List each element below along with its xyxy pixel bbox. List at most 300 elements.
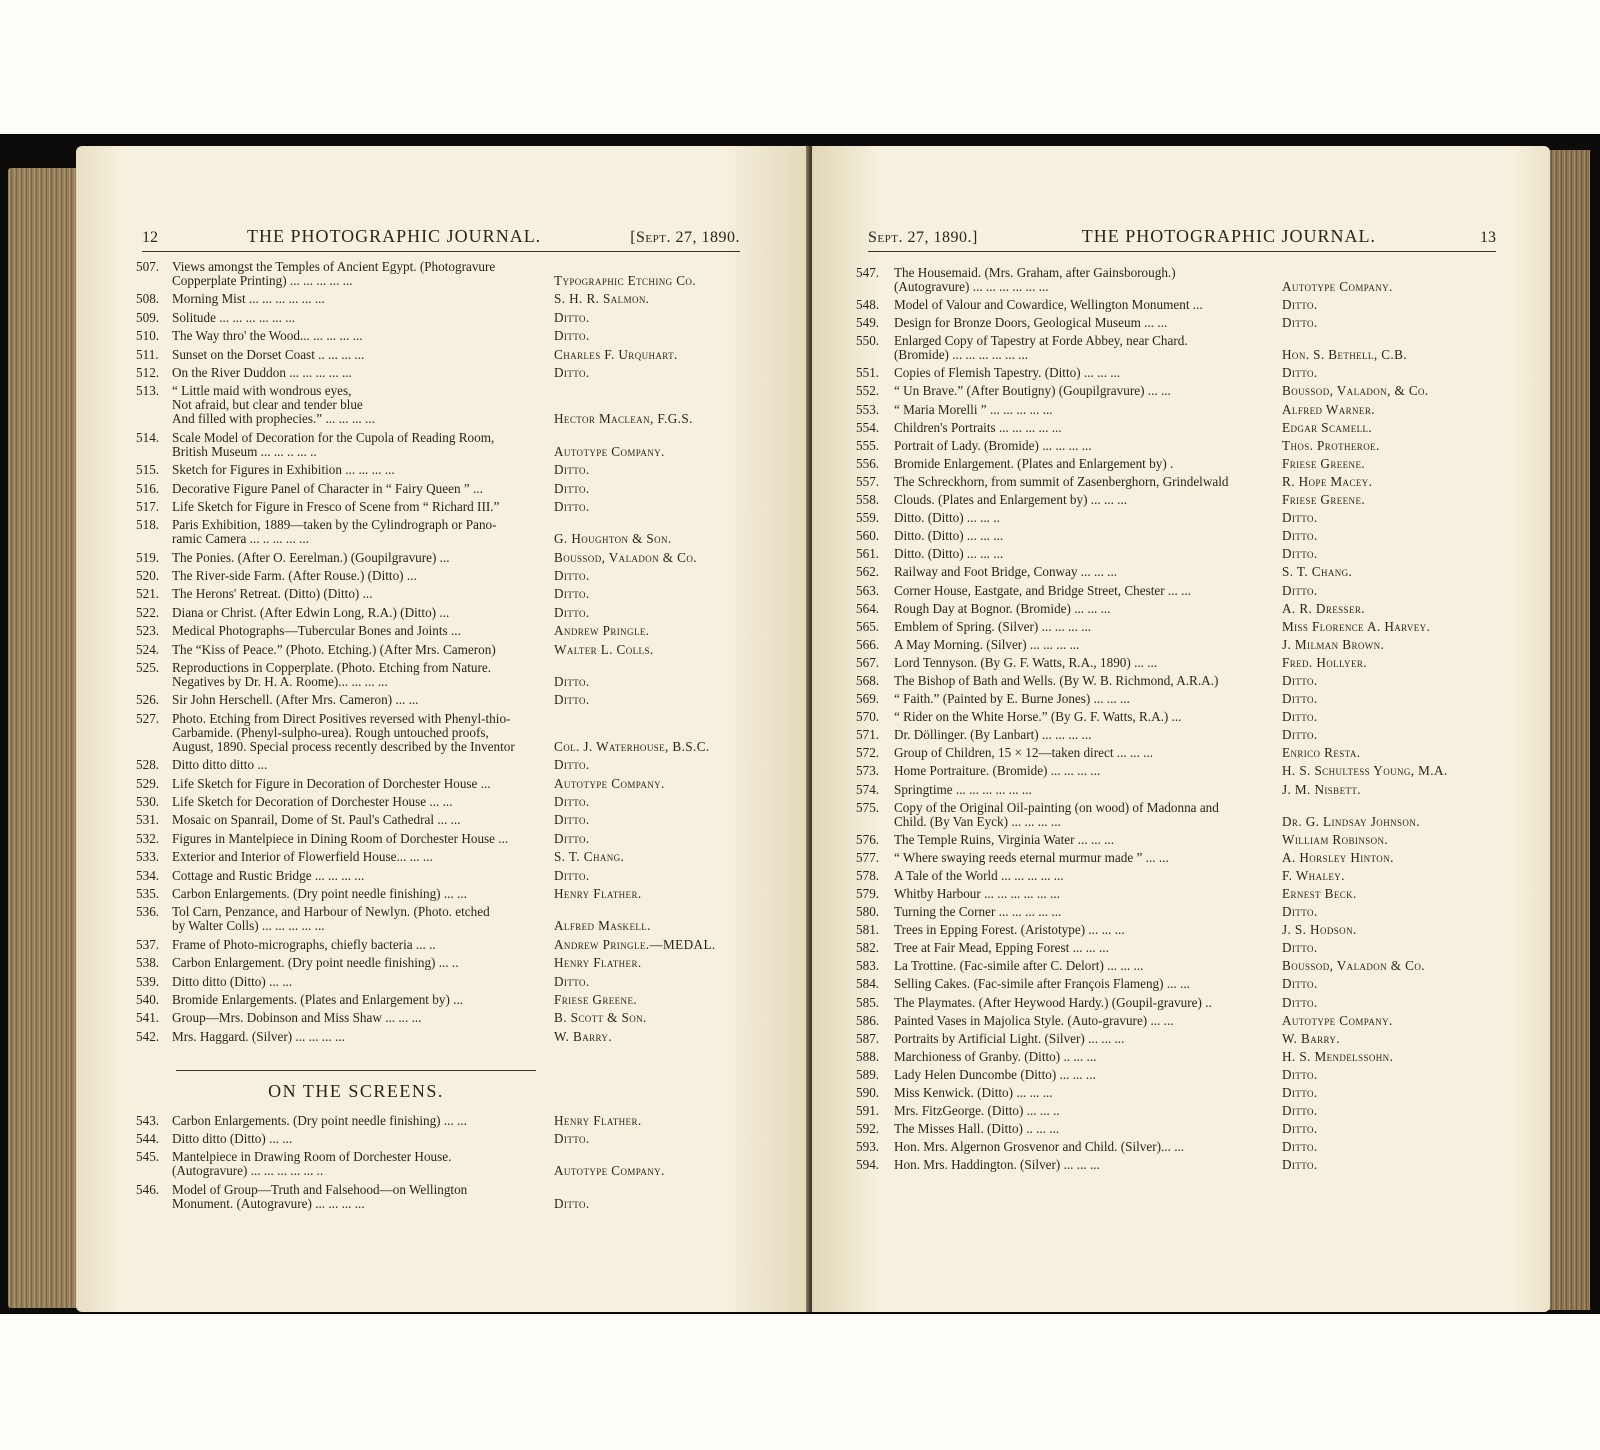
entry-exhibitor: H. S. Schultess Young, M.A. — [1282, 763, 1448, 779]
entry-exhibitor: A. Horsley Hinton. — [1282, 849, 1394, 865]
entry-number: 582. — [856, 940, 880, 956]
entry-title: Ditto. (Ditto) ... ... ... — [894, 528, 1004, 544]
entry-title: Dr. Döllinger. (By Lanbart) ... ... ... ... — [894, 727, 1092, 743]
entry-number: 565. — [856, 618, 880, 634]
exhibit-entry — [136, 993, 746, 1007]
entry-exhibitor: Autotype Company. — [1282, 1012, 1393, 1028]
entry-title: Exterior and Interior of Flowerfield House... ... ... — [172, 849, 433, 865]
entry-exhibitor: Ditto. — [554, 692, 590, 708]
entry-number: 558. — [856, 492, 880, 508]
exhibit-entry — [136, 311, 746, 325]
exhibit-entry — [856, 638, 1516, 652]
exhibit-entry — [856, 674, 1516, 688]
exhibit-entry — [856, 1158, 1516, 1172]
entry-title: Emblem of Spring. (Silver) ... ... ... ... — [894, 618, 1092, 634]
exhibit-entry — [856, 475, 1516, 489]
entry-exhibitor: B. Scott & Son. — [554, 1010, 647, 1026]
entry-title: Scale Model of Decoration for the Cupola of Reading Room, British Museum ... ... .. ... .. — [172, 429, 495, 459]
entry-exhibitor: Ditto. — [1282, 582, 1318, 598]
entry-title: “ Un Brave.” (After Boutigny) (Goupilgravure) ... ... — [894, 383, 1171, 399]
exhibit-entry — [856, 620, 1516, 634]
entry-number: 538. — [136, 955, 160, 971]
exhibit-entry — [856, 923, 1516, 937]
entry-exhibitor: S. T. Chang. — [554, 849, 625, 865]
entry-title: The Ponies. (After O. Eerelman.) (Goupilgravure) ... — [172, 549, 450, 565]
entry-exhibitor: Ditto. — [554, 757, 590, 773]
entry-exhibitor: G. Houghton & Son. — [554, 531, 672, 547]
entry-number: 545. — [136, 1149, 160, 1165]
exhibit-entry — [856, 565, 1516, 579]
entry-number: 522. — [136, 604, 160, 620]
entry-exhibitor: Autotype Company. — [1282, 279, 1393, 294]
entry-number: 586. — [856, 1012, 880, 1028]
issue-date: Sept. 27, 1890.] — [868, 229, 978, 246]
entry-number: 562. — [856, 564, 880, 580]
exhibit-entry — [856, 547, 1516, 561]
entry-exhibitor: Autotype Company. — [554, 775, 665, 791]
entry-title: Portrait of Lady. (Bromide) ... ... ... ... — [894, 437, 1092, 453]
exhibit-entry — [856, 1032, 1516, 1046]
exhibit-entry — [136, 938, 746, 952]
exhibit-entry — [136, 482, 746, 496]
exhibit-entry — [856, 384, 1516, 398]
entry-title: The Herons' Retreat. (Ditto) (Ditto) ... — [172, 586, 373, 602]
entry-exhibitor: Ditto. — [1282, 940, 1318, 956]
exhibit-entry — [136, 348, 746, 362]
entry-title: Decorative Figure Panel of Character in “ Fairy Queen ” ... — [172, 480, 483, 496]
entry-exhibitor: Thos. Protheroe. — [1282, 437, 1380, 453]
exhibit-entry — [136, 643, 746, 657]
page-number: 13 — [1479, 229, 1496, 246]
entry-exhibitor: Ditto. — [554, 830, 590, 846]
exhibit-entry — [136, 366, 746, 380]
exhibit-entry — [856, 764, 1516, 778]
exhibit-entry — [856, 905, 1516, 919]
entry-number: 507. — [136, 259, 160, 274]
entry-number: 508. — [136, 291, 160, 307]
entry-exhibitor: Alfred Maskell. — [554, 918, 651, 934]
entry-title: Miss Kenwick. (Ditto) ... ... ... — [894, 1085, 1053, 1101]
entry-number: 551. — [856, 365, 880, 381]
entry-exhibitor: Andrew Pringle. — [554, 623, 650, 639]
entry-exhibitor: Ditto. — [554, 793, 590, 809]
entry-exhibitor: J. Milman Brown. — [1282, 636, 1385, 652]
entry-number: 512. — [136, 364, 160, 380]
entry-exhibitor: Ditto. — [1282, 1066, 1318, 1082]
entry-number: 583. — [856, 958, 880, 974]
page-number: 12 — [142, 229, 158, 246]
left-page — [76, 146, 810, 1312]
entry-title: “ Maria Morelli ” ... ... ... ... ... — [894, 401, 1053, 417]
entry-number: 513. — [136, 383, 160, 399]
entry-number: 588. — [856, 1048, 880, 1064]
entry-title: Views amongst the Temples of Ancient Egypt. (Photogravure Copperplate Printing) ... ... ... ... ... — [172, 259, 496, 288]
entry-exhibitor: Ditto. — [1282, 315, 1318, 331]
entry-number: 532. — [136, 830, 160, 846]
entry-title: Group—Mrs. Dobinson and Miss Shaw ... ... ... — [172, 1010, 422, 1026]
entry-exhibitor: Ditto. — [1282, 510, 1318, 526]
exhibit-entry — [136, 832, 746, 846]
entry-exhibitor: W. Barry. — [1282, 1030, 1341, 1046]
section-heading: ON THE SCREENS. — [176, 1070, 536, 1102]
entry-exhibitor: Miss Florence A. Harvey. — [1282, 618, 1431, 634]
exhibit-entry — [856, 1122, 1516, 1136]
entry-title: Diana or Christ. (After Edwin Long, R.A.) (Ditto) ... — [172, 604, 450, 620]
exhibit-entry — [136, 292, 746, 306]
entry-exhibitor: J. S. Hodson. — [1282, 922, 1357, 938]
entry-exhibitor: W. Barry. — [554, 1028, 613, 1044]
entry-exhibitor: Ditto. — [554, 364, 590, 380]
exhibit-entry — [856, 334, 1516, 362]
exhibit-entry — [136, 500, 746, 514]
entry-exhibitor: Ditto. — [1282, 1121, 1318, 1137]
exhibit-entry — [856, 529, 1516, 543]
entry-title: Paris Exhibition, 1889—taken by the Cylindrograph or Pano- ramic Camera ... .. ... ... ... — [172, 517, 497, 547]
exhibit-entry — [856, 1104, 1516, 1118]
entry-exhibitor: Alfred Warner. — [1282, 401, 1375, 417]
entry-exhibitor: Ditto. — [554, 812, 590, 828]
entry-exhibitor: Boussod, Valadon & Co. — [554, 549, 697, 565]
entry-number: 593. — [856, 1139, 880, 1155]
entry-exhibitor: Ditto. — [554, 568, 590, 584]
entry-exhibitor: Ditto. — [1282, 976, 1318, 992]
entry-title: The Way thro' the Wood... ... ... ... ... — [172, 328, 363, 344]
entry-exhibitor: Ditto. — [554, 604, 590, 620]
entry-exhibitor: Ditto. — [1282, 691, 1318, 707]
entry-title: Lord Tennyson. (By G. F. Watts, R.A., 1890) ... ... — [894, 654, 1158, 670]
exhibit-entry — [136, 1030, 746, 1044]
exhibit-entry — [136, 587, 746, 601]
entry-exhibitor: Ditto. — [1282, 709, 1318, 725]
entry-exhibitor: Ditto. — [1282, 546, 1318, 562]
entry-number: 555. — [856, 437, 880, 453]
entry-exhibitor: Ditto. — [554, 309, 590, 325]
entry-title: The “Kiss of Peace.” (Photo. Etching.) (After Mrs. Cameron) — [172, 641, 496, 657]
exhibit-entry — [856, 959, 1516, 973]
entry-title: Model of Valour and Cowardice, Wellington Monument ... — [894, 297, 1203, 313]
exhibit-entry — [136, 431, 746, 459]
exhibit-entry — [856, 602, 1516, 616]
exhibit-entry — [136, 569, 746, 583]
entry-title: Tol Carn, Penzance, and Harbour of Newlyn. (Photo. etched by Walter Colls) ... ... ... ... ... — [172, 904, 490, 934]
exhibit-entry — [856, 1140, 1516, 1154]
entry-exhibitor: Ditto. — [1282, 1139, 1318, 1155]
exhibit-entry — [856, 1014, 1516, 1028]
entry-title: Rough Day at Bognor. (Bromide) ... ... ... — [894, 600, 1111, 616]
entry-title: Ditto. (Ditto) ... ... ... — [894, 546, 1004, 562]
exhibit-entry — [856, 366, 1516, 380]
exhibit-entry — [136, 606, 746, 620]
entry-exhibitor: Ditto. — [554, 462, 590, 478]
open-book — [0, 134, 1600, 1314]
exhibit-entry — [856, 887, 1516, 901]
entry-exhibitor: Henry Flather. — [554, 1112, 642, 1128]
entry-exhibitor: Ditto. — [1282, 528, 1318, 544]
entry-number: 547. — [856, 265, 880, 280]
entry-title: A Tale of the World ... ... ... ... ... — [894, 867, 1064, 883]
entry-title: Morning Mist ... ... ... ... ... ... — [172, 291, 325, 307]
entry-number: 546. — [136, 1181, 160, 1197]
entry-title: Enlarged Copy of Tapestry at Forde Abbey, near Chard. (Bromide) ... ... ... ... ... ... — [894, 333, 1188, 363]
entry-number: 552. — [856, 383, 880, 399]
exhibit-entry — [136, 956, 746, 970]
entry-title: Mrs. FitzGeorge. (Ditto) ... ... .. — [894, 1103, 1060, 1119]
entry-exhibitor: Ditto. — [554, 867, 590, 883]
entry-number: 515. — [136, 462, 160, 478]
entry-exhibitor: Boussod, Valadon & Co. — [1282, 958, 1425, 974]
right-page — [812, 146, 1550, 1312]
issue-date: [Sept. 27, 1890. — [630, 229, 740, 246]
entry-title: Bromide Enlargements. (Plates and Enlargement by) ... — [172, 991, 464, 1007]
entry-number: 554. — [856, 419, 880, 435]
entry-exhibitor: Ditto. — [1282, 365, 1318, 381]
page-edges-right — [1548, 150, 1590, 1310]
entry-number: 543. — [136, 1112, 160, 1128]
exhibit-entry — [136, 463, 746, 477]
exhibit-entry — [136, 661, 746, 689]
entry-number: 534. — [136, 867, 160, 883]
entry-exhibitor: Ditto. — [1282, 1085, 1318, 1101]
entry-exhibitor: Ditto. — [1282, 994, 1318, 1010]
entry-number: 548. — [856, 297, 880, 313]
entry-number: 553. — [856, 401, 880, 417]
entry-exhibitor: Ditto. — [1282, 904, 1318, 920]
entry-title: La Trottine. (Fac-simile after C. Delort) ... ... ... — [894, 958, 1144, 974]
entry-number: 585. — [856, 994, 880, 1010]
entry-exhibitor: Ditto. — [554, 586, 590, 602]
exhibit-entry — [136, 551, 746, 565]
entry-title: Copy of the Original Oil-painting (on wood) of Madonna and Child. (By Van Eyck) ... ... ... ... — [894, 799, 1219, 829]
entry-title: The Schreckhorn, from summit of Zasenberghorn, Grindelwald — [894, 473, 1229, 489]
entry-number: 589. — [856, 1066, 880, 1082]
exhibit-entry — [856, 439, 1516, 453]
entry-title: Life Sketch for Figure in Fresco of Scene from “ Richard III.” — [172, 498, 500, 514]
entry-exhibitor: Ernest Beck. — [1282, 886, 1357, 901]
entry-title: The Housemaid. (Mrs. Graham, after Gainsborough.) (Autogravure) ... ... ... ... ... ... — [894, 265, 1176, 294]
entry-title: A May Morning. (Silver) ... ... ... ... — [894, 636, 1080, 652]
entry-title: Frame of Photo-micrographs, chiefly bacteria ... .. — [172, 936, 436, 952]
exhibit-entry — [136, 260, 746, 288]
entry-number: 533. — [136, 849, 160, 865]
entry-exhibitor: Ditto. — [1282, 297, 1318, 313]
entry-exhibitor: J. M. Nisbett. — [1282, 781, 1361, 797]
exhibit-entry — [856, 801, 1516, 829]
exhibit-entry — [856, 996, 1516, 1010]
entry-title: Marchioness of Granby. (Ditto) .. ... ... — [894, 1048, 1097, 1064]
entry-exhibitor: Ditto. — [554, 973, 590, 989]
entry-number: 509. — [136, 309, 160, 325]
entry-number: 528. — [136, 757, 160, 773]
entry-title: Mantelpiece in Drawing Room of Dorchester House. (Autogravure) ... ... ... ... ... .. — [172, 1149, 452, 1179]
entry-number: 539. — [136, 973, 160, 989]
entry-number: 516. — [136, 480, 160, 496]
entry-number: 518. — [136, 517, 160, 533]
entry-exhibitor: H. S. Mendelssohn. — [1282, 1048, 1394, 1064]
entry-exhibitor: Ditto. — [1282, 727, 1318, 743]
exhibit-entry — [136, 887, 746, 901]
entry-exhibitor: Ditto. — [554, 674, 590, 690]
entry-title: Home Portraiture. (Bromide) ... ... ... ... — [894, 763, 1101, 779]
entry-title: The Playmates. (After Heywood Hardy.) (Goupil-gravure) .. — [894, 994, 1212, 1010]
entry-exhibitor: A. R. Dresser. — [1282, 600, 1365, 616]
entry-title: Corner House, Eastgate, and Bridge Street, Chester ... ... — [894, 582, 1192, 598]
entry-title: Group of Children, 15 × 12—taken direct ... ... ... — [894, 745, 1154, 761]
entry-title: Whitby Harbour ... ... ... ... ... ... — [894, 886, 1060, 901]
entry-exhibitor: Col. J. Waterhouse, B.S.C. — [554, 738, 710, 754]
entry-exhibitor: Enrico Resta. — [1282, 745, 1361, 761]
exhibit-entry — [856, 316, 1516, 330]
entry-number: 529. — [136, 775, 160, 791]
exhibit-entry — [136, 975, 746, 989]
entry-exhibitor: Andrew Pringle.—MEDAL. — [554, 936, 716, 952]
entry-number: 530. — [136, 793, 160, 809]
entry-title: Hon. Mrs. Haddington. (Silver) ... ... ... — [894, 1157, 1100, 1173]
entry-number: 549. — [856, 315, 880, 331]
entry-exhibitor: Ditto. — [554, 480, 590, 496]
entry-exhibitor: Friese Greene. — [1282, 492, 1366, 508]
entry-number: 568. — [856, 672, 880, 688]
entry-exhibitor: Charles F. Urquhart. — [554, 346, 678, 362]
journal-title: THE PHOTOGRAPHIC JOURNAL. — [247, 226, 542, 246]
entry-exhibitor: Autotype Company. — [554, 1163, 665, 1179]
entry-title: Sunset on the Dorset Coast .. ... ... ... — [172, 346, 365, 362]
entry-title: Mrs. Haggard. (Silver) ... ... ... ... — [172, 1028, 345, 1044]
exhibit-entry — [136, 1183, 746, 1211]
entry-number: 536. — [136, 904, 160, 920]
entry-number: 520. — [136, 568, 160, 584]
entry-number: 574. — [856, 781, 880, 797]
entry-number: 560. — [856, 528, 880, 544]
entry-exhibitor: Friese Greene. — [554, 991, 638, 1007]
exhibit-entry — [136, 384, 746, 426]
exhibit-entry — [856, 656, 1516, 670]
entry-number: 517. — [136, 498, 160, 514]
entry-number: 584. — [856, 976, 880, 992]
entry-exhibitor: Typographic Etching Co. — [554, 273, 697, 288]
exhibit-entry — [136, 777, 746, 791]
entry-exhibitor: S. T. Chang. — [1282, 564, 1353, 580]
entry-number: 561. — [856, 546, 880, 562]
entry-number: 587. — [856, 1030, 880, 1046]
entry-title: Sir John Herschell. (After Mrs. Cameron) ... ... — [172, 692, 419, 708]
entry-title: Lady Helen Duncombe (Ditto) ... ... ... — [894, 1066, 1096, 1082]
exhibit-entry — [856, 851, 1516, 865]
exhibit-entry — [856, 511, 1516, 525]
entry-exhibitor: Boussod, Valadon, & Co. — [1282, 383, 1429, 399]
entry-title: Life Sketch for Decoration of Dorchester House ... ... — [172, 793, 453, 809]
exhibit-entry — [136, 758, 746, 772]
entry-exhibitor: R. Hope Macey. — [1282, 473, 1373, 489]
exhibit-entry — [856, 746, 1516, 760]
exhibit-entry — [856, 457, 1516, 471]
entry-exhibitor: Ditto. — [1282, 672, 1318, 688]
entry-exhibitor: Ditto. — [1282, 1103, 1318, 1119]
entry-title: Figures in Mantelpiece in Dining Room of Dorchester House ... — [172, 830, 509, 846]
entry-exhibitor: Hector Maclean, F.G.S. — [554, 411, 693, 427]
entry-number: 544. — [136, 1131, 160, 1147]
entry-title: Ditto ditto ditto ... — [172, 757, 268, 773]
entry-number: 556. — [856, 455, 880, 471]
entry-title: Solitude ... ... ... ... ... ... — [172, 309, 296, 325]
entry-number: 573. — [856, 763, 880, 779]
exhibit-entry — [136, 795, 746, 809]
entry-exhibitor: Ditto. — [554, 328, 590, 344]
entry-exhibitor: Edgar Scamell. — [1282, 419, 1373, 435]
exhibit-entry — [136, 624, 746, 638]
exhibit-entry — [856, 783, 1516, 797]
entry-number: 510. — [136, 328, 160, 344]
entry-title: “ Little maid with wondrous eyes, Not afraid, but clear and tender blue And filled with prophecies.” ... ... ... ... — [172, 383, 375, 427]
entry-number: 563. — [856, 582, 880, 598]
entry-title: Carbon Enlargements. (Dry point needle finishing) ... ... — [172, 885, 467, 901]
exhibit-entry — [136, 905, 746, 933]
entry-number: 578. — [856, 867, 880, 883]
entry-number: 577. — [856, 849, 880, 865]
entry-number: 576. — [856, 831, 880, 847]
entry-number: 535. — [136, 885, 160, 901]
exhibit-entry — [136, 1114, 746, 1128]
entry-number: 579. — [856, 886, 880, 901]
entry-title: Carbon Enlargements. (Dry point needle finishing) ... ... — [172, 1112, 467, 1128]
entry-title: Hon. Mrs. Algernon Grosvenor and Child. (Silver)... ... — [894, 1139, 1185, 1155]
entry-title: Trees in Epping Forest. (Aristotype) ... ... ... — [894, 922, 1125, 938]
entry-title: Design for Bronze Doors, Geological Museum ... ... — [894, 315, 1168, 331]
entry-number: 564. — [856, 600, 880, 616]
entry-title: Painted Vases in Majolica Style. (Auto-gravure) ... ... — [894, 1012, 1174, 1028]
exhibit-entry — [136, 518, 746, 546]
left-running-head — [142, 226, 740, 252]
entry-exhibitor: Henry Flather. — [554, 955, 642, 971]
entry-title: Selling Cakes. (Fac-simile after François Flameng) ... ... — [894, 976, 1190, 992]
exhibit-entry — [856, 493, 1516, 507]
entry-number: 537. — [136, 936, 160, 952]
entry-title: Springtime ... ... ... ... ... ... — [894, 781, 1032, 797]
exhibit-entry — [136, 693, 746, 707]
entry-number: 590. — [856, 1085, 880, 1101]
entry-exhibitor: Friese Greene. — [1282, 455, 1366, 471]
exhibit-entry — [136, 1132, 746, 1146]
entry-number: 594. — [856, 1157, 880, 1173]
entry-exhibitor: Dr. G. Lindsay Johnson. — [1282, 813, 1420, 829]
exhibit-entry — [856, 710, 1516, 724]
entry-number: 571. — [856, 727, 880, 743]
entry-title: Life Sketch for Figure in Decoration of Dorchester House ... — [172, 775, 491, 791]
entry-number: 557. — [856, 473, 880, 489]
entry-title: “ Where swaying reeds eternal murmur made ” ... ... — [894, 849, 1169, 865]
entry-number: 559. — [856, 510, 880, 526]
exhibit-entry — [136, 813, 746, 827]
entry-title: Turning the Corner ... ... ... ... ... — [894, 904, 1062, 920]
entry-title: “ Rider on the White Horse.” (By G. F. Watts, R.A.) ... — [894, 709, 1182, 725]
exhibit-entry — [856, 728, 1516, 742]
exhibit-entry — [856, 1050, 1516, 1064]
entry-exhibitor: Autotype Company. — [554, 443, 665, 459]
exhibit-entry — [856, 977, 1516, 991]
entry-exhibitor: Ditto. — [554, 498, 590, 514]
entry-number: 519. — [136, 549, 160, 565]
entry-title: The Bishop of Bath and Wells. (By W. B. Richmond, A.R.A.) — [894, 672, 1219, 688]
entry-number: 550. — [856, 333, 880, 349]
exhibit-entry — [856, 869, 1516, 883]
exhibit-entry — [856, 833, 1516, 847]
exhibit-entry — [856, 1068, 1516, 1082]
entry-title: Medical Photographs—Tubercular Bones and Joints ... — [172, 623, 461, 639]
entry-number: 524. — [136, 641, 160, 657]
entry-number: 572. — [856, 745, 880, 761]
entry-title: Reproductions in Copperplate. (Photo. Etching from Nature. Negatives by Dr. H. A. Roome)... ... ... ... — [172, 660, 491, 690]
exhibit-entry — [136, 1011, 746, 1025]
entry-title: Cottage and Rustic Bridge ... ... ... ... — [172, 867, 365, 883]
